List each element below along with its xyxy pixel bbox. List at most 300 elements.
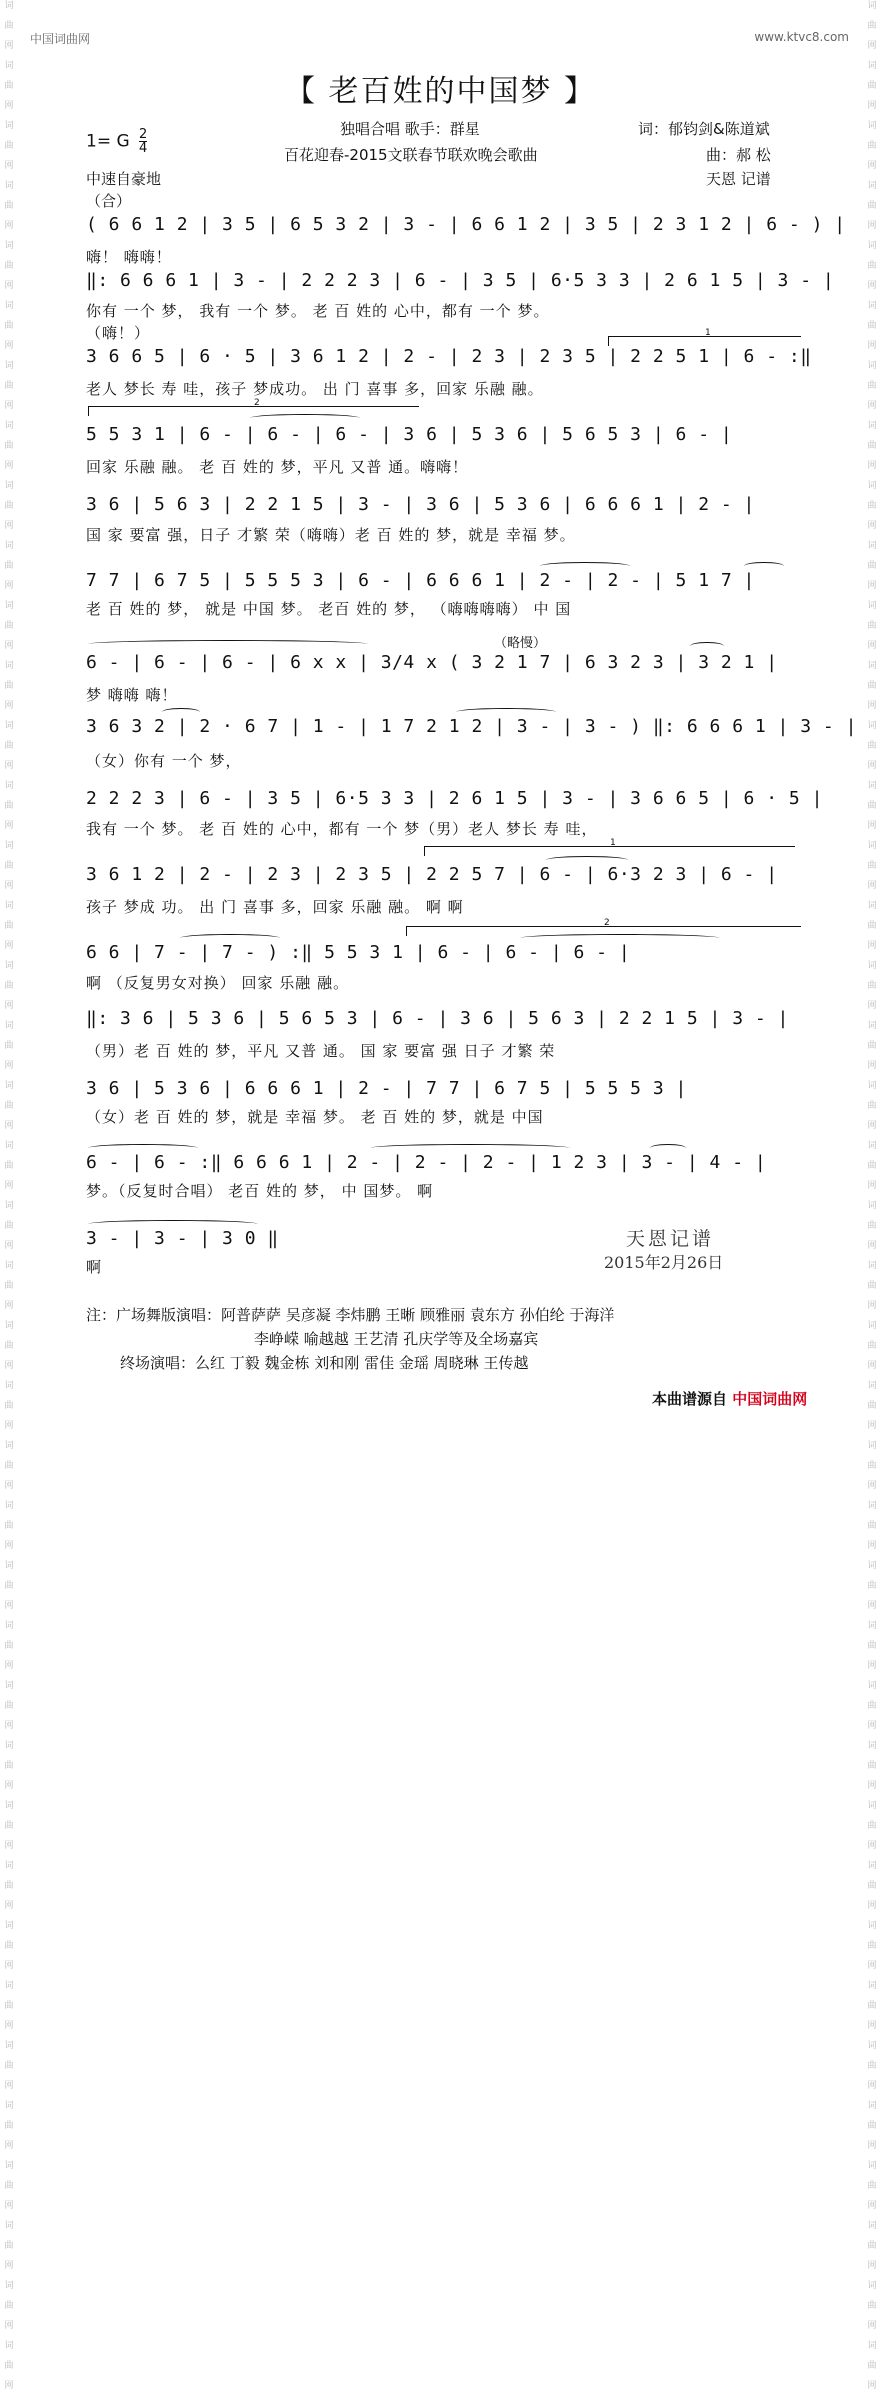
watermark-glyph: 曲 — [867, 1821, 877, 1831]
watermark-glyph: 曲 — [4, 381, 14, 391]
score-row-9-notes: 2 2 2 3 | 6 - | 3 5 | 6·5 3 3 | 2 6 1 5 | 3 - | 3 6 6 5 | 6 · 5 | — [86, 788, 823, 809]
watermark-glyph: 词 — [4, 841, 14, 851]
score-row-8-notes: 3 6 3 2 | 2 · 6 7 | 1 - | 1 7 2 1 2 | 3 - | 3 - ) ‖: 6 6 6 1 | 3 - | — [86, 716, 857, 737]
signature-date: 2015年2月26日 — [604, 1253, 724, 1272]
watermark-glyph: 网 — [4, 1781, 14, 1791]
watermark-glyph: 词 — [4, 1501, 14, 1511]
watermark-glyph: 网 — [867, 641, 877, 651]
tie-mark — [520, 934, 720, 942]
watermark-glyph: 词 — [4, 1441, 14, 1451]
key-label: 1= G — [86, 131, 130, 152]
watermark-glyph: 曲 — [4, 321, 14, 331]
watermark-glyph: 网 — [867, 1061, 877, 1071]
watermark-glyph: 网 — [4, 1421, 14, 1431]
watermark-glyph: 词 — [4, 961, 14, 971]
watermark-glyph: 词 — [867, 61, 877, 71]
watermark-glyph: 词 — [4, 541, 14, 551]
watermark-glyph: 词 — [4, 1681, 14, 1691]
watermark-glyph: 词 — [867, 1561, 877, 1571]
watermark-glyph: 网 — [867, 941, 877, 951]
watermark-glyph: 网 — [867, 2201, 877, 2211]
watermark-glyph: 曲 — [867, 1161, 877, 1171]
watermark-glyph: 网 — [867, 401, 877, 411]
watermark-glyph: 网 — [4, 1181, 14, 1191]
score-row-11-lyrics: 啊 （反复男女对换） 回家 乐融 融。 — [86, 974, 350, 992]
watermark-glyph: 词 — [867, 2341, 877, 2351]
watermark-glyph: 网 — [4, 2201, 14, 2211]
score-row-5-lyrics: 国 家 要富 强，日子 才繁 荣（嗨嗨）老 百 姓的 梦，就是 幸福 梦。 — [86, 526, 576, 544]
watermark-glyph: 曲 — [867, 1341, 877, 1351]
watermark-glyph: 词 — [867, 1141, 877, 1151]
watermark-glyph: 词 — [867, 2281, 877, 2291]
watermark-glyph: 网 — [867, 1961, 877, 1971]
watermark-glyph: 网 — [867, 1601, 877, 1611]
watermark-glyph: 词 — [4, 1081, 14, 1091]
watermark-glyph: 词 — [4, 1561, 14, 1571]
watermark-glyph: 词 — [867, 1981, 877, 1991]
watermark-glyph: 曲 — [4, 1521, 14, 1531]
watermark-glyph: 网 — [867, 881, 877, 891]
watermark-glyph: 词 — [4, 721, 14, 731]
score-row-15-notes: 3 - | 3 - | 3 0 ‖ — [86, 1228, 279, 1249]
score-row-11-notes: 6 6 | 7 - | 7 - ) :‖ 5 5 3 1 | 6 - | 6 - | 6 - | — [86, 942, 631, 963]
watermark-glyph: 曲 — [867, 81, 877, 91]
score-row-2-lyrics: 你有 一个 梦， 我有 一个 梦。 老 百 姓的 心中，都有 一个 梦。 — [86, 302, 550, 320]
watermark-glyph: 曲 — [4, 1881, 14, 1891]
watermark-glyph: 曲 — [867, 1761, 877, 1771]
watermark-glyph: 网 — [4, 1601, 14, 1611]
watermark-glyph: 网 — [867, 161, 877, 171]
watermark-glyph: 网 — [4, 1241, 14, 1251]
watermark-glyph: 网 — [867, 1781, 877, 1791]
watermark-glyph: 曲 — [867, 1701, 877, 1711]
watermark-glyph: 词 — [867, 1741, 877, 1751]
watermark-glyph: 网 — [4, 1541, 14, 1551]
watermark-glyph: 网 — [4, 1301, 14, 1311]
watermark-glyph: 网 — [4, 581, 14, 591]
score-row-2-lyrics-alt: （嗨！） — [86, 324, 151, 342]
watermark-glyph: 词 — [867, 1, 877, 11]
site-url-watermark: www.ktvc8.com — [754, 30, 849, 44]
watermark-glyph: 词 — [4, 181, 14, 191]
tie-mark — [88, 640, 368, 648]
watermark-glyph: 词 — [4, 781, 14, 791]
score-row-2-notes: ‖: 6 6 6 1 | 3 - | 2 2 2 3 | 6 - | 3 5 | 6·5 3 3 | 2 6 1 5 | 3 - | — [86, 270, 835, 291]
watermark-glyph: 词 — [4, 601, 14, 611]
watermark-glyph: 词 — [4, 1921, 14, 1931]
watermark-glyph: 词 — [867, 361, 877, 371]
watermark-glyph: 曲 — [867, 801, 877, 811]
watermark-glyph: 网 — [4, 2381, 14, 2391]
watermark-glyph: 曲 — [867, 1521, 877, 1531]
watermark-glyph: 词 — [4, 1141, 14, 1151]
score-row-15-lyrics: 啊 — [86, 1258, 103, 1276]
watermark-glyph: 网 — [867, 1721, 877, 1731]
watermark-glyph: 词 — [867, 1441, 877, 1451]
watermark-glyph: 词 — [867, 241, 877, 251]
watermark-glyph: 网 — [867, 101, 877, 111]
watermark-glyph: 词 — [867, 121, 877, 131]
watermark-glyph: 曲 — [867, 1941, 877, 1951]
watermark-glyph: 词 — [867, 1321, 877, 1331]
watermark-glyph: 曲 — [4, 21, 14, 31]
watermark-glyph: 词 — [867, 1861, 877, 1871]
watermark-glyph: 网 — [4, 281, 14, 291]
watermark-glyph: 词 — [867, 421, 877, 431]
score-row-3-notes: 3 6 6 5 | 6 · 5 | 3 6 1 2 | 2 - | 2 3 | 2 3 5 | 2 2 5 1 | 6 - :‖ — [86, 346, 812, 367]
score-row-14-lyrics: 梦。（反复时合唱） 老百 姓的 梦， 中 国梦。 啊 — [86, 1182, 434, 1200]
watermark-glyph: 网 — [4, 881, 14, 891]
watermark-glyph: 曲 — [867, 681, 877, 691]
watermark-glyph: 词 — [4, 1801, 14, 1811]
slur-mark — [744, 562, 784, 570]
watermark-glyph: 网 — [867, 2141, 877, 2151]
watermark-glyph: 曲 — [4, 921, 14, 931]
watermark-glyph: 词 — [4, 1621, 14, 1631]
event-info: 百花迎春-2015文联春节联欢晚会歌曲 — [284, 146, 538, 164]
watermark-glyph: 曲 — [867, 2001, 877, 2011]
watermark-glyph: 曲 — [867, 1641, 877, 1651]
watermark-glyph: 曲 — [4, 1761, 14, 1771]
watermark-glyph: 曲 — [867, 1581, 877, 1591]
watermark-glyph: 网 — [4, 1661, 14, 1671]
watermark-glyph: 网 — [4, 1841, 14, 1851]
watermark-glyph: 词 — [867, 661, 877, 671]
watermark-glyph: 词 — [867, 2041, 877, 2051]
performers-note-line1: 注：广场舞版演唱：阿普萨萨 吴彦凝 李炜鹏 王晰 顾雅丽 袁东方 孙伯纶 于海洋 — [86, 1306, 615, 1324]
performers-note-line3: 终场演唱：么红 丁毅 魏金栋 刘和刚 雷佳 金瑶 周晓琳 王传越 — [120, 1354, 529, 1372]
score-row-10-lyrics: 孩子 梦成 功。 出 门 喜事 多，回家 乐融 融。 啊 啊 — [86, 898, 464, 916]
watermark-glyph: 曲 — [867, 261, 877, 271]
watermark-glyph: 曲 — [4, 1221, 14, 1231]
watermark-glyph: 曲 — [867, 1221, 877, 1231]
watermark-glyph: 曲 — [867, 1401, 877, 1411]
watermark-glyph: 网 — [867, 581, 877, 591]
watermark-glyph: 网 — [867, 1841, 877, 1851]
score-row-7-notes: 6 - | 6 - | 6 - | 6 x x | 3/4 x ( 3 2 1 7 | 6 3 2 3 | 3 2 1 | — [86, 652, 778, 673]
volta-bracket-2: 2 — [88, 406, 419, 416]
volta-bracket-1b: 1 — [424, 846, 795, 856]
watermark-glyph: 词 — [867, 1021, 877, 1031]
watermark-glyph: 曲 — [867, 741, 877, 751]
watermark-glyph: 网 — [867, 2021, 877, 2031]
watermark-glyph: 曲 — [867, 141, 877, 151]
chorus-mark: （合） — [86, 192, 132, 210]
watermark-glyph: 词 — [867, 2161, 877, 2171]
watermark-glyph: 词 — [867, 1621, 877, 1631]
left-watermark-strip — [0, 0, 18, 2391]
watermark-glyph: 网 — [867, 1301, 877, 1311]
watermark-glyph: 网 — [4, 1121, 14, 1131]
key-signature — [86, 128, 147, 155]
watermark-glyph: 曲 — [867, 2301, 877, 2311]
watermark-glyph: 曲 — [867, 2061, 877, 2071]
tie-mark — [546, 856, 628, 864]
watermark-glyph: 网 — [4, 461, 14, 471]
watermark-glyph: 曲 — [4, 2301, 14, 2311]
watermark-glyph: 网 — [4, 941, 14, 951]
watermark-glyph: 曲 — [4, 501, 14, 511]
watermark-glyph: 曲 — [4, 1041, 14, 1051]
watermark-glyph: 词 — [867, 1501, 877, 1511]
watermark-glyph: 网 — [867, 1481, 877, 1491]
watermark-glyph: 曲 — [4, 1461, 14, 1471]
watermark-glyph: 曲 — [867, 2121, 877, 2131]
watermark-glyph: 词 — [867, 901, 877, 911]
lyricist: 词：郁钧剑&陈道斌 — [638, 120, 770, 138]
score-row-14-notes: 6 - | 6 - :‖ 6 6 6 1 | 2 - | 2 - | 2 - | 1 2 3 | 3 - | 4 - | — [86, 1152, 767, 1173]
watermark-glyph: 网 — [867, 281, 877, 291]
watermark-glyph: 曲 — [867, 1101, 877, 1111]
site-name-watermark: 中国词曲网 — [30, 32, 91, 46]
performance-info: 独唱合唱 歌手：群星 — [340, 120, 480, 138]
watermark-glyph: 词 — [4, 1741, 14, 1751]
score-row-7-lyrics: 梦 嗨嗨 嗨！ — [86, 686, 178, 704]
watermark-glyph: 网 — [4, 341, 14, 351]
watermark-glyph: 网 — [4, 2321, 14, 2331]
watermark-glyph: 曲 — [867, 441, 877, 451]
watermark-glyph: 词 — [4, 241, 14, 251]
watermark-glyph: 曲 — [4, 201, 14, 211]
watermark-glyph: 网 — [4, 2261, 14, 2271]
watermark-glyph: 曲 — [4, 2241, 14, 2251]
volta-bracket-2b: 2 — [406, 926, 801, 936]
watermark-glyph: 曲 — [867, 1281, 877, 1291]
watermark-glyph: 网 — [4, 521, 14, 531]
watermark-glyph: 网 — [867, 2081, 877, 2091]
watermark-glyph: 网 — [4, 1481, 14, 1491]
time-signature — [139, 128, 147, 155]
watermark-glyph: 曲 — [867, 321, 877, 331]
watermark-glyph: 网 — [4, 221, 14, 231]
watermark-glyph: 网 — [867, 461, 877, 471]
watermark-glyph: 网 — [867, 1241, 877, 1251]
watermark-glyph: 网 — [867, 2321, 877, 2331]
score-row-13-lyrics: （女）老 百 姓的 梦，就是 幸福 梦。 老 百 姓的 梦，就是 中国 — [86, 1108, 544, 1126]
watermark-glyph: 网 — [867, 221, 877, 231]
watermark-glyph: 网 — [867, 1421, 877, 1431]
watermark-glyph: 词 — [867, 481, 877, 491]
watermark-glyph: 曲 — [4, 2181, 14, 2191]
watermark-glyph: 词 — [867, 1261, 877, 1271]
watermark-glyph: 网 — [867, 341, 877, 351]
watermark-glyph: 词 — [4, 661, 14, 671]
watermark-glyph: 网 — [4, 101, 14, 111]
watermark-glyph: 曲 — [4, 2121, 14, 2131]
watermark-glyph: 词 — [867, 1201, 877, 1211]
watermark-glyph: 词 — [867, 841, 877, 851]
watermark-glyph: 网 — [4, 821, 14, 831]
watermark-glyph: 词 — [4, 1261, 14, 1271]
watermark-glyph: 词 — [4, 2101, 14, 2111]
watermark-glyph: 网 — [867, 1181, 877, 1191]
watermark-glyph: 曲 — [867, 2361, 877, 2371]
watermark-glyph: 网 — [4, 41, 14, 51]
tie-mark — [88, 1144, 198, 1152]
tie-mark — [370, 1144, 570, 1152]
tie-mark — [456, 708, 556, 716]
watermark-glyph: 词 — [867, 2221, 877, 2231]
watermark-glyph: 曲 — [4, 1701, 14, 1711]
watermark-glyph: 曲 — [4, 261, 14, 271]
watermark-glyph: 曲 — [4, 1641, 14, 1651]
tie-mark — [180, 934, 280, 942]
source-prefix: 本曲谱源自 — [652, 1390, 728, 1408]
score-row-1-lyrics: 嗨！ 嗨嗨！ — [86, 248, 172, 266]
watermark-glyph: 词 — [4, 2341, 14, 2351]
watermark-glyph: 曲 — [867, 201, 877, 211]
watermark-glyph: 词 — [867, 2101, 877, 2111]
slur-mark — [650, 1144, 686, 1152]
watermark-glyph: 词 — [4, 301, 14, 311]
watermark-glyph: 曲 — [4, 621, 14, 631]
tie-mark — [540, 562, 630, 570]
watermark-glyph: 词 — [4, 2281, 14, 2291]
watermark-glyph: 词 — [867, 721, 877, 731]
score-row-10-notes: 3 6 1 2 | 2 - | 2 3 | 2 3 5 | 2 2 5 7 | 6 - | 6·3 2 3 | 6 - | — [86, 864, 778, 885]
watermark-glyph: 网 — [4, 641, 14, 651]
time-sig-bottom: 4 — [139, 141, 148, 156]
watermark-glyph: 网 — [867, 821, 877, 831]
watermark-glyph: 词 — [867, 1681, 877, 1691]
watermark-glyph: 词 — [4, 1321, 14, 1331]
time-sig-top: 2 — [139, 127, 148, 142]
watermark-glyph: 词 — [867, 601, 877, 611]
watermark-glyph: 网 — [4, 1361, 14, 1371]
composer: 曲：郝 松 — [706, 146, 771, 164]
watermark-glyph: 词 — [4, 1861, 14, 1871]
watermark-glyph: 曲 — [4, 1161, 14, 1171]
watermark-glyph: 曲 — [4, 1341, 14, 1351]
slur-mark — [162, 708, 200, 716]
watermark-glyph: 网 — [4, 1961, 14, 1971]
watermark-glyph: 词 — [4, 1981, 14, 1991]
watermark-glyph: 曲 — [867, 921, 877, 931]
watermark-glyph: 网 — [4, 2021, 14, 2031]
right-watermark-strip — [863, 0, 881, 2391]
watermark-glyph: 网 — [4, 1721, 14, 1731]
watermark-glyph: 曲 — [867, 2181, 877, 2191]
score-row-6-lyrics: 老 百 姓的 梦， 就是 中国 梦。 老百 姓的 梦， （嗨嗨嗨嗨） 中 国 — [86, 600, 572, 618]
watermark-glyph: 曲 — [4, 1821, 14, 1831]
watermark-glyph: 曲 — [4, 741, 14, 751]
watermark-glyph: 词 — [4, 1, 14, 11]
watermark-glyph: 曲 — [867, 1041, 877, 1051]
watermark-glyph: 网 — [4, 1061, 14, 1071]
watermark-glyph: 曲 — [867, 1881, 877, 1891]
score-row-6-notes: 7 7 | 6 7 5 | 5 5 5 3 | 6 - | 6 6 6 1 | 2 - | 2 - | 5 1 7 | — [86, 570, 755, 591]
watermark-glyph: 词 — [4, 2221, 14, 2231]
watermark-glyph: 曲 — [4, 2061, 14, 2071]
watermark-glyph: 词 — [867, 961, 877, 971]
watermark-glyph: 曲 — [4, 81, 14, 91]
watermark-glyph: 曲 — [4, 141, 14, 151]
watermark-glyph: 网 — [4, 1901, 14, 1911]
watermark-glyph: 词 — [4, 1021, 14, 1031]
score-row-5-notes: 3 6 | 5 6 3 | 2 2 1 5 | 3 - | 3 6 | 5 3 6 | 6 6 6 1 | 2 - | — [86, 494, 755, 515]
watermark-glyph: 词 — [867, 181, 877, 191]
watermark-glyph: 词 — [867, 781, 877, 791]
watermark-glyph: 曲 — [4, 981, 14, 991]
transcriber: 天恩 记谱 — [706, 170, 771, 188]
watermark-glyph: 词 — [4, 1201, 14, 1211]
watermark-glyph: 网 — [867, 41, 877, 51]
watermark-glyph: 曲 — [4, 2001, 14, 2011]
watermark-glyph: 词 — [4, 481, 14, 491]
watermark-glyph: 网 — [867, 1661, 877, 1671]
tempo-marking: 中速自豪地 — [86, 170, 162, 188]
score-row-9-lyrics: 我有 一个 梦。 老 百 姓的 心中，都有 一个 梦（男）老人 梦长 寿 哇， — [86, 820, 598, 838]
watermark-glyph: 词 — [4, 901, 14, 911]
watermark-glyph: 曲 — [4, 1281, 14, 1291]
watermark-glyph: 曲 — [4, 2361, 14, 2371]
watermark-glyph: 词 — [867, 301, 877, 311]
watermark-glyph: 网 — [867, 1121, 877, 1131]
volta-bracket-1: 1 — [608, 336, 801, 346]
score-row-4-notes: 5 5 3 1 | 6 - | 6 - | 6 - | 3 6 | 5 3 6 | 5 6 5 3 | 6 - | — [86, 424, 733, 445]
watermark-glyph: 词 — [867, 1381, 877, 1391]
watermark-glyph: 曲 — [4, 681, 14, 691]
watermark-glyph: 词 — [4, 361, 14, 371]
signature-name: 天恩记谱 — [626, 1228, 715, 1250]
watermark-glyph: 曲 — [867, 21, 877, 31]
watermark-glyph: 网 — [4, 2081, 14, 2091]
watermark-glyph: 曲 — [4, 1401, 14, 1411]
watermark-glyph: 词 — [4, 1381, 14, 1391]
score-row-1-notes: ( 6 6 1 2 | 3 5 | 6 5 3 2 | 3 - | 6 6 1 2 | 3 5 | 2 3 1 2 | 6 - ) | — [86, 214, 846, 235]
watermark-glyph: 曲 — [4, 1941, 14, 1951]
score-row-13-notes: 3 6 | 5 3 6 | 6 6 6 1 | 2 - | 7 7 | 6 7 5 | 5 5 5 3 | — [86, 1078, 687, 1099]
watermark-glyph: 曲 — [867, 861, 877, 871]
watermark-glyph: 网 — [4, 2141, 14, 2151]
watermark-glyph: 网 — [4, 401, 14, 411]
watermark-glyph: 曲 — [867, 2241, 877, 2251]
song-title: 【 老百姓的中国梦 】 — [284, 74, 597, 109]
watermark-glyph: 网 — [4, 701, 14, 711]
watermark-glyph: 词 — [867, 1081, 877, 1091]
tie-mark — [250, 414, 360, 422]
tie-mark — [88, 1220, 258, 1228]
source-brand-link[interactable]: 中国词曲网 — [732, 1390, 808, 1408]
watermark-glyph: 曲 — [867, 561, 877, 571]
watermark-glyph: 曲 — [4, 441, 14, 451]
watermark-glyph: 词 — [4, 61, 14, 71]
score-row-4-lyrics: 回家 乐融 融。 老 百 姓的 梦，平凡 又普 通。嗨嗨！ — [86, 458, 469, 476]
watermark-glyph: 曲 — [4, 801, 14, 811]
watermark-glyph: 词 — [867, 541, 877, 551]
watermark-glyph: 网 — [4, 1001, 14, 1011]
watermark-glyph: 网 — [867, 1901, 877, 1911]
watermark-glyph: 词 — [4, 121, 14, 131]
watermark-glyph: 网 — [4, 161, 14, 171]
tempo-annotation: （略慢） — [494, 636, 547, 651]
source-credit — [652, 1388, 807, 1409]
watermark-glyph: 网 — [867, 1001, 877, 1011]
score-row-12-lyrics: （男）老 百 姓的 梦，平凡 又普 通。 国 家 要富 强 日子 才繁 荣 — [86, 1042, 556, 1060]
watermark-glyph: 曲 — [867, 981, 877, 991]
performers-note-line2: 李峥嵘 喻越越 王艺清 孔庆学等及全场嘉宾 — [254, 1330, 539, 1348]
watermark-glyph: 词 — [4, 2041, 14, 2051]
watermark-glyph: 网 — [867, 1361, 877, 1371]
watermark-glyph: 词 — [867, 1801, 877, 1811]
watermark-glyph: 网 — [867, 521, 877, 531]
watermark-glyph: 曲 — [4, 561, 14, 571]
watermark-glyph: 词 — [4, 421, 14, 431]
watermark-glyph: 网 — [867, 2381, 877, 2391]
watermark-glyph: 曲 — [867, 621, 877, 631]
watermark-glyph: 曲 — [4, 1581, 14, 1591]
watermark-glyph: 词 — [4, 2161, 14, 2171]
